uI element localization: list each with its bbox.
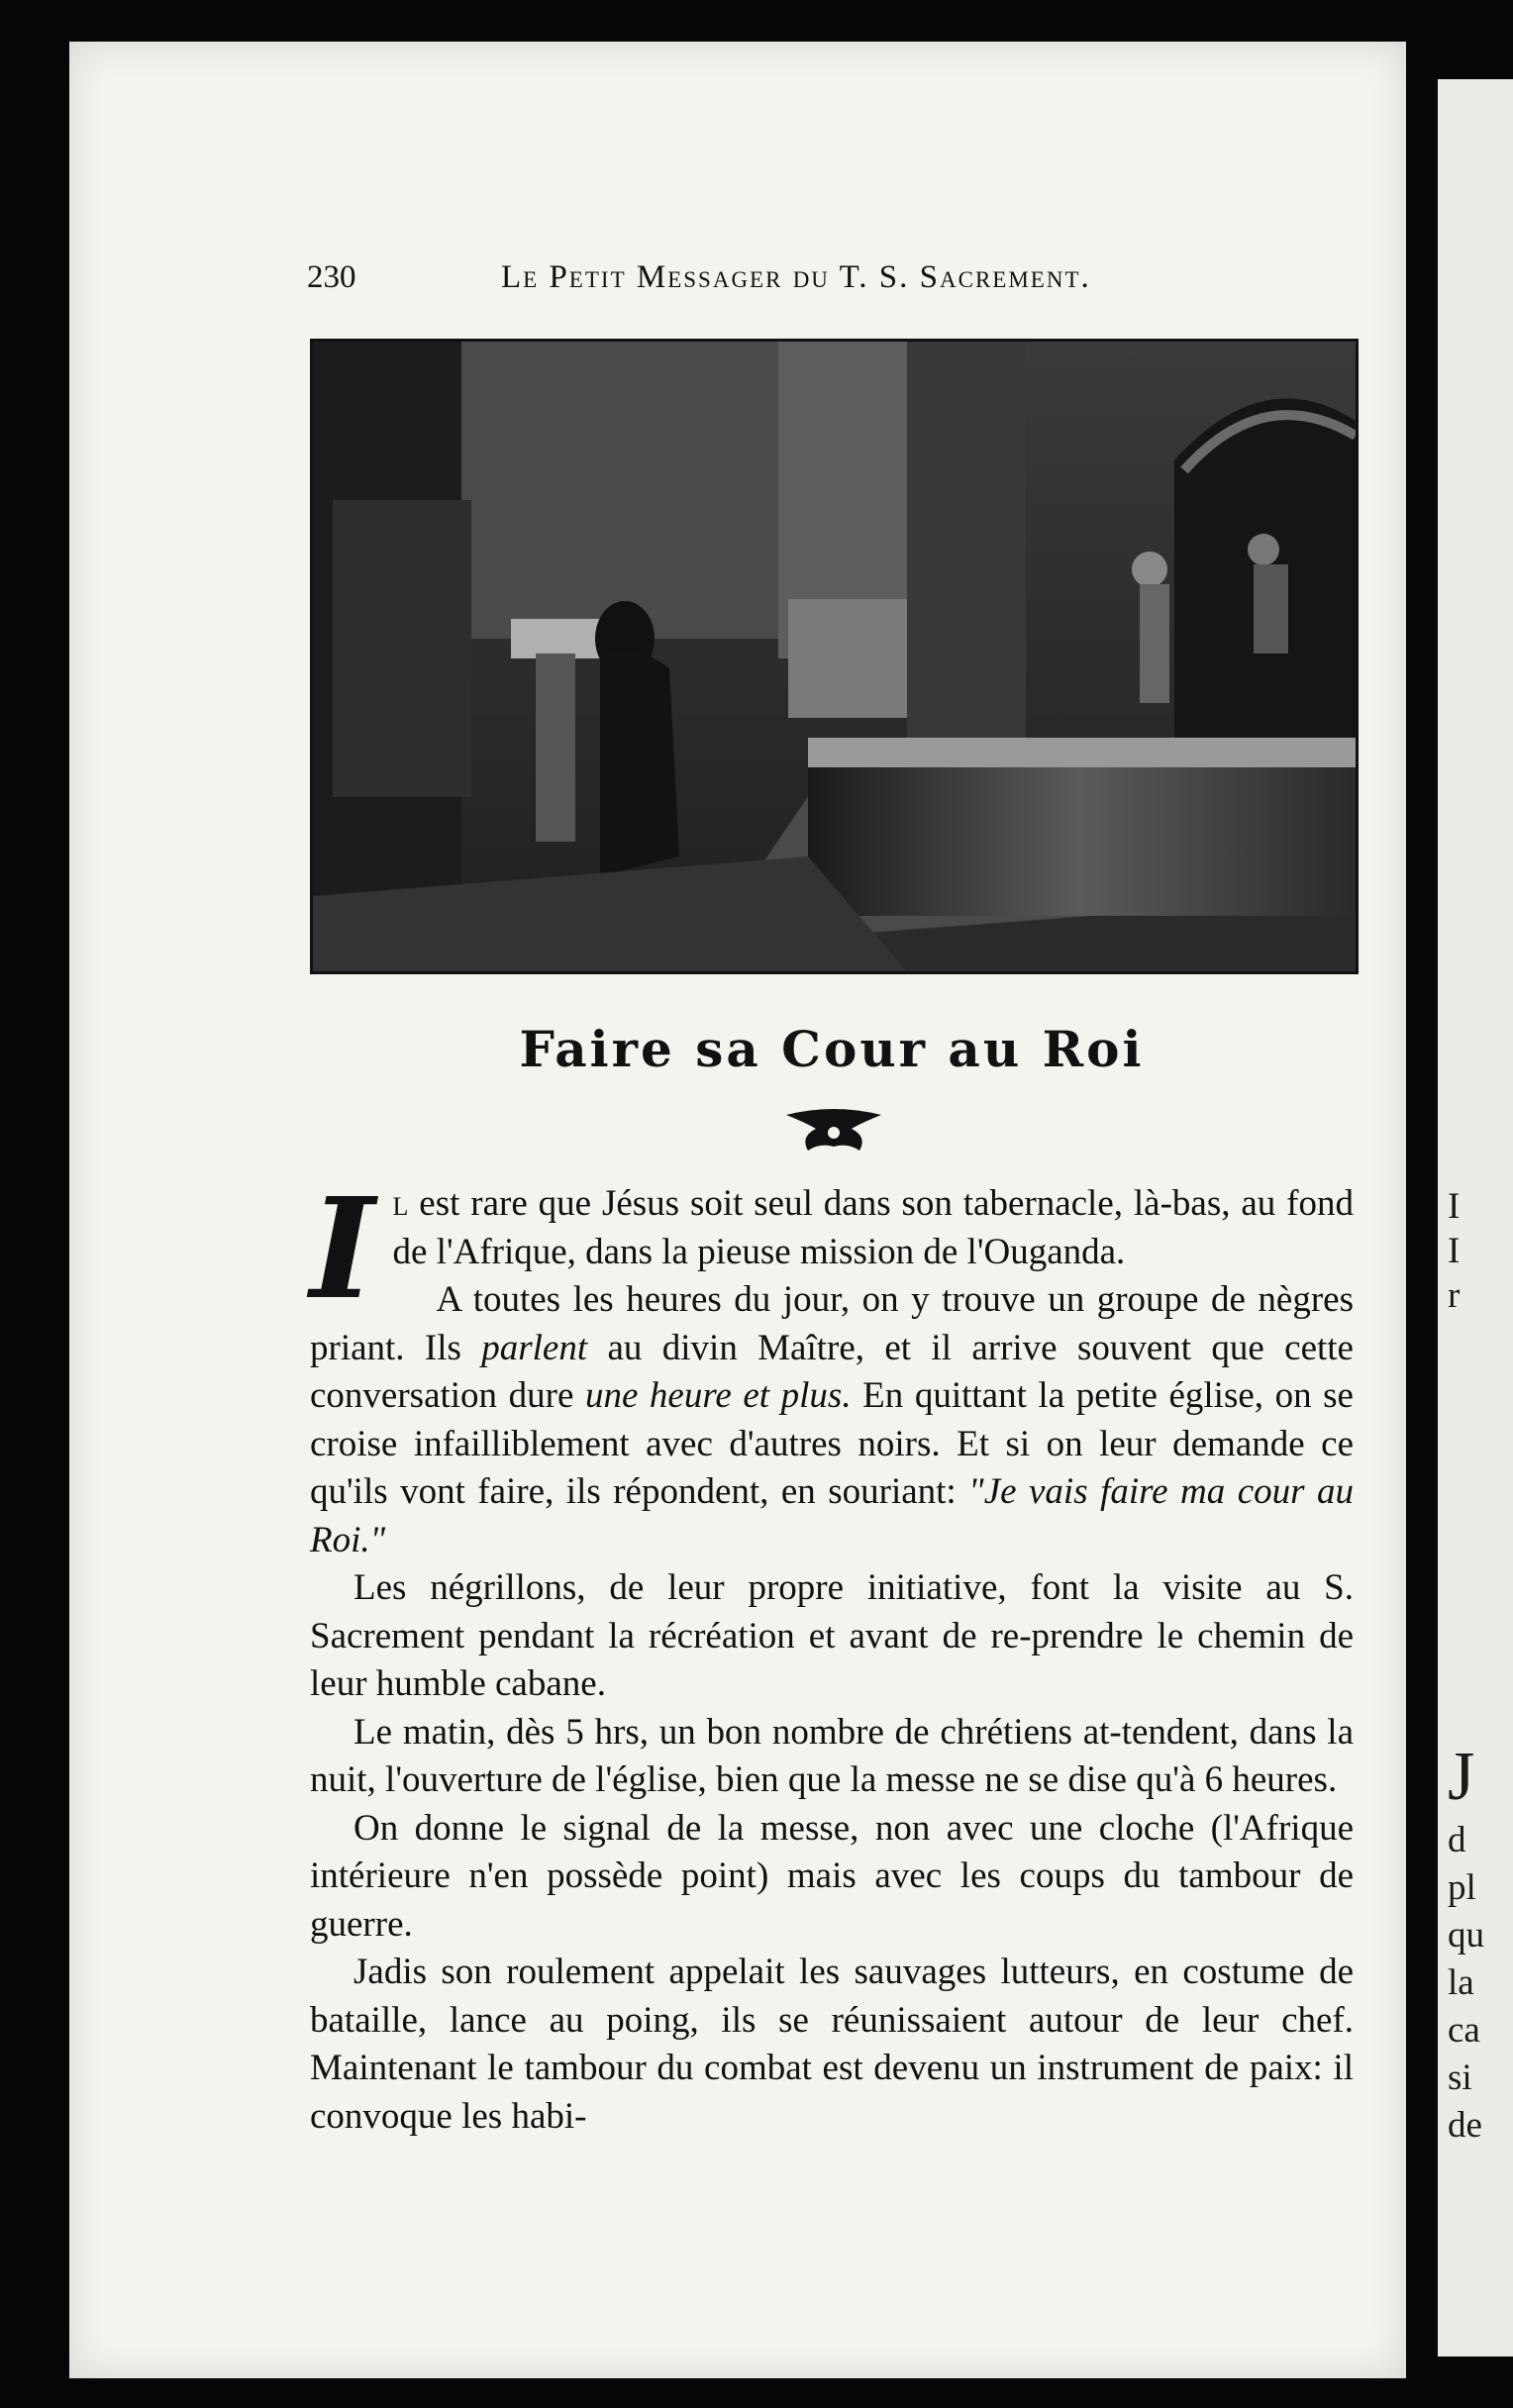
paragraph: On donne le signal de la messe, non avec une cloche (l'Afrique intérieure n'en possède point) mais avec les coups du tambour de guerre. — [310, 1807, 1354, 1945]
adjacent-fragment: pl — [1448, 1867, 1476, 1908]
adjacent-fragment: d — [1448, 1820, 1466, 1860]
drop-cap: I — [310, 1168, 375, 1331]
adjacent-fragment: r — [1448, 1275, 1461, 1316]
paragraph-text: est rare que Jésus soit seul dans son tabernacle, là-bas, au fond de l'Afrique, dans la pieuse mission de l'Ouganda. — [392, 1183, 1354, 1272]
paragraph-text: A toutes les heures du jour, on y trouve un groupe de nègres priant. Ils — [310, 1279, 1354, 1368]
paragraph: Le matin, dès 5 hrs, un bon nombre de chrétiens at-tendent, dans la nuit, l'ouverture de l'église, bien que la messe ne se dise qu'à 6 heures. — [310, 1711, 1354, 1800]
paragraph: Jadis son roulement appelait les sauvages lutteurs, en costume de bataille, lance au poing, ils se réunissaient autour de leur chef. Maintenant le tambour du combat est devenu un instrument de paix: il convoque les habi- — [310, 1952, 1354, 2137]
article-title: Faire sa Cour au Roi — [519, 1020, 1145, 1078]
engraving-image — [313, 342, 1356, 971]
ornament-icon — [782, 1107, 885, 1156]
running-head-title: Le Petit Messager du T. S. Sacrement. — [501, 259, 1091, 295]
adjacent-fragment: I — [1448, 1186, 1461, 1227]
paragraph — [310, 1276, 1354, 1564]
article-body — [310, 1168, 1354, 2141]
adjacent-fragment: ca — [1448, 2010, 1480, 2051]
paragraph-text: au divin Maître, et il arrive souvent que cette conversation dure — [310, 1327, 1354, 1416]
adjacent-fragment: de — [1448, 2105, 1482, 2146]
paragraph: Les négrillons, de leur propre initiative, font la visite au S. Sacrement pendant la récréation et avant de re-prendre le chemin de leur humble cabane. — [310, 1567, 1354, 1704]
running-head — [307, 259, 1357, 303]
adjacent-fragment: qu — [1448, 1915, 1484, 1956]
emphasis: parlent — [481, 1327, 588, 1368]
paragraph-lead: l — [392, 1183, 409, 1224]
emphasis: "Je vais faire ma cour au Roi." — [310, 1471, 1354, 1560]
church-interior-illustration — [313, 342, 1356, 971]
emphasis: une heure et plus. — [584, 1375, 852, 1416]
adjacent-fragment: si — [1448, 2057, 1472, 2098]
adjacent-page-edge — [1438, 79, 1513, 2357]
page-number: 230 — [307, 259, 356, 295]
adjacent-fragment: la — [1448, 1962, 1474, 2003]
adjacent-fragment: I — [1448, 1231, 1461, 1271]
adjacent-fragment: J — [1448, 1739, 1475, 1815]
paragraph-text: En quittant la petite église, on se croise infailliblement avec d'autres noirs. Et si on leur demande ce qu'ils vont faire, ils répondent, en souriant: — [310, 1375, 1354, 1512]
